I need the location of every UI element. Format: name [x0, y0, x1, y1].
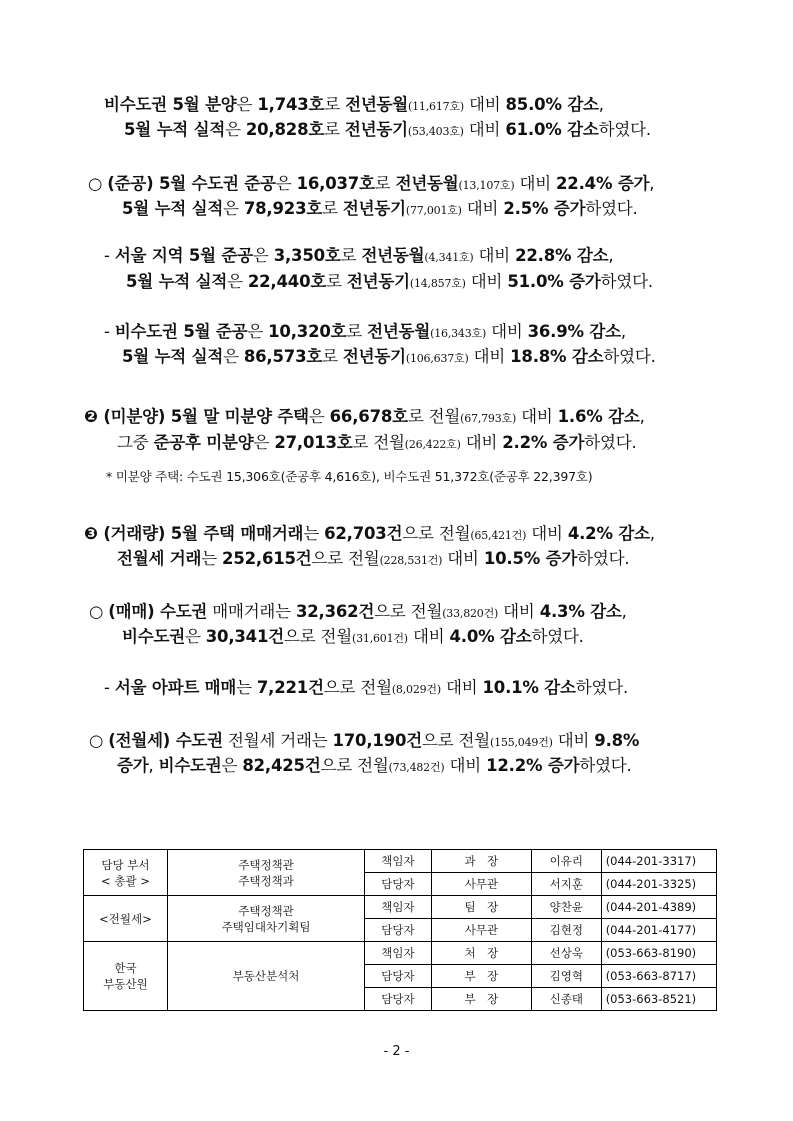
name-cell: 양찬윤: [531, 896, 601, 919]
text-segment: ,: [621, 602, 627, 621]
text-line: [84, 522, 655, 548]
text-segment: 은: [223, 199, 244, 218]
text-segment: 18.8% 감소: [510, 347, 604, 366]
text-segment: (준공) 5월 수도권 준공: [107, 174, 276, 193]
name-cell: 서지훈: [531, 873, 601, 896]
text-segment: (106,637호): [405, 352, 469, 365]
text-segment: 대비: [473, 246, 516, 265]
text-segment: (4,341호): [424, 251, 474, 264]
text-segment: 으로 전월: [283, 627, 352, 646]
text-segment: 82,425건: [242, 756, 321, 775]
name-cell: 신종태: [531, 988, 601, 1011]
text-segment: 으로 전월: [422, 731, 491, 750]
text-segment: 27,013호: [274, 433, 353, 452]
text-segment: ○: [89, 731, 109, 750]
text-segment: ,: [620, 322, 626, 341]
text-line: [124, 118, 651, 144]
text-segment: 9.8%: [594, 731, 640, 750]
dept-cell: 담당 부서 < 총괄 >: [84, 850, 168, 896]
text-segment: 로: [346, 322, 368, 341]
text-segment: 으로 전월: [323, 678, 392, 697]
text-segment: 대비: [460, 433, 503, 452]
text-segment: 대비: [442, 549, 484, 568]
text-segment: 는: [303, 524, 325, 543]
role-cell: 담당자: [365, 919, 432, 942]
name-cell: 이유리: [531, 850, 601, 873]
text-line: [88, 172, 654, 198]
text-segment: 서울 지역 5월 준공: [114, 246, 253, 265]
text-segment: 2.2% 증가: [502, 433, 585, 452]
text-segment: 20,828호: [245, 120, 325, 139]
role-cell: 책임자: [365, 942, 432, 965]
text-segment: 36.9% 감소: [527, 322, 621, 341]
text-segment: ○: [89, 602, 109, 621]
text-segment: 66,678호: [329, 407, 408, 426]
text-segment: 하였다.: [531, 627, 584, 646]
text-segment: 4.2% 감소: [567, 524, 650, 543]
text-segment: -: [104, 322, 115, 341]
phone-cell: (044-201-4389): [601, 896, 716, 919]
text-segment: 252,615건: [222, 549, 312, 568]
contact-table: [83, 849, 717, 1011]
title-cell: 처 장: [431, 942, 531, 965]
text-segment: 22,440호: [247, 272, 327, 291]
text-line: [122, 345, 656, 371]
text-segment: 비수도권: [158, 756, 222, 775]
text-segment: 32,362건: [295, 602, 375, 621]
text-segment: 은: [184, 627, 206, 646]
text-segment: 로: [374, 174, 396, 193]
text-segment: 하였다.: [598, 120, 651, 139]
text-segment: 로: [340, 246, 362, 265]
table-row: [84, 896, 717, 919]
text-segment: 비수도권 5월 분양: [104, 95, 237, 114]
phone-cell: (053-663-8717): [601, 965, 716, 988]
text-line: [104, 320, 626, 346]
title-cell: 사무관: [431, 873, 531, 896]
text-segment: 로: [326, 272, 347, 291]
team-cell: 주택정책관 주택임대차기획팀: [167, 896, 364, 942]
phone-cell: (053-663-8521): [601, 988, 716, 1011]
text-segment: 증가: [117, 756, 149, 775]
text-segment: 대비: [463, 95, 506, 114]
text-segment: (31,601건): [352, 632, 408, 645]
text-segment: ❸ (거래량) 5월 주택 매매거래: [84, 524, 304, 543]
text-segment: 85.0% 감소: [505, 95, 599, 114]
text-segment: 대비: [514, 174, 557, 193]
text-segment: ,: [148, 756, 159, 775]
text-segment: (14,857호): [409, 277, 466, 290]
text-segment: ,: [608, 246, 614, 265]
text-segment: 78,923호: [243, 199, 323, 218]
text-segment: 5월 누적 실적: [122, 347, 224, 366]
text-segment: 전년동기: [342, 199, 406, 218]
text-line: [117, 431, 637, 457]
phone-cell: (053-663-8190): [601, 942, 716, 965]
role-cell: 책임자: [365, 896, 432, 919]
text-segment: * 미분양 주택: 수도권 15,306호(준공후 4,616호), 비수도권 51,372호(준공후 22,397호): [106, 469, 593, 484]
text-segment: 하였다.: [579, 756, 632, 775]
role-cell: 책임자: [365, 850, 432, 873]
title-cell: 부 장: [431, 965, 531, 988]
text-segment: 2.5% 증가: [503, 199, 586, 218]
text-segment: 5월 누적 실적: [124, 120, 226, 139]
text-segment: (전월세) 수도권: [108, 731, 223, 750]
text-line: [89, 600, 627, 626]
text-segment: -: [104, 246, 115, 265]
text-segment: 하였다.: [585, 199, 638, 218]
text-segment: 대비: [516, 407, 558, 426]
text-segment: (228,531건): [379, 554, 443, 567]
table-row: [84, 850, 717, 873]
text-segment: 하였다.: [584, 433, 637, 452]
text-segment: 은: [308, 407, 330, 426]
team-cell: 주택정책관 주택정책과: [167, 850, 364, 896]
text-segment: (67,793호): [460, 412, 517, 425]
text-segment: (13,107호): [458, 179, 515, 192]
text-line: [126, 270, 653, 296]
text-segment: 16,037호: [296, 174, 375, 193]
footnote: [106, 464, 592, 489]
text-segment: 대비: [463, 120, 506, 139]
text-segment: 비수도권: [122, 627, 185, 646]
text-segment: 61.0% 감소: [505, 120, 599, 139]
role-cell: 담당자: [365, 988, 432, 1011]
text-line: [84, 405, 645, 431]
text-segment: ,: [649, 524, 655, 543]
text-segment: 전년동기: [346, 272, 410, 291]
phone-cell: (044-201-4177): [601, 919, 716, 942]
text-segment: 비수도권 5월 준공: [114, 322, 248, 341]
text-line: [104, 93, 604, 119]
phone-cell: (044-201-3317): [601, 850, 716, 873]
text-segment: 로: [322, 347, 343, 366]
text-segment: 은: [225, 120, 246, 139]
text-segment: (77,001호): [405, 204, 462, 217]
text-segment: 는: [236, 678, 257, 697]
page-number: - 2 -: [383, 1044, 410, 1059]
text-segment: (65,421건): [470, 529, 527, 542]
text-segment: 전년동기: [342, 347, 406, 366]
text-line: [122, 625, 584, 651]
text-segment: 대비: [526, 524, 568, 543]
text-segment: 은: [221, 756, 243, 775]
title-cell: 사무관: [431, 919, 531, 942]
text-segment: 으로 전월: [311, 549, 380, 568]
text-segment: 전월세 거래: [117, 549, 202, 568]
text-line: [104, 244, 613, 270]
text-segment: 은: [275, 174, 297, 193]
text-segment: 3,350호: [273, 246, 341, 265]
text-segment: 대비: [444, 756, 487, 775]
team-cell: 부동산분석처: [167, 942, 364, 1011]
title-cell: 부 장: [431, 988, 531, 1011]
text-segment: 대비: [468, 347, 511, 366]
text-segment: 은: [223, 347, 244, 366]
text-segment: 하였다.: [577, 549, 630, 568]
text-segment: 22.8% 감소: [515, 246, 609, 265]
text-segment: 5월 누적 실적: [122, 199, 224, 218]
text-segment: 10.1% 감소: [482, 678, 576, 697]
title-cell: 팀 장: [431, 896, 531, 919]
name-cell: 선상욱: [531, 942, 601, 965]
text-segment: 62,703건: [324, 524, 403, 543]
text-segment: (155,049건): [490, 736, 553, 749]
text-segment: 1,743호: [257, 95, 325, 114]
text-segment: (73,482건): [388, 761, 445, 774]
text-line: [122, 197, 638, 223]
text-segment: 대비: [461, 199, 504, 218]
text-segment: 4.3% 감소: [539, 602, 622, 621]
text-segment: 전년동기: [344, 120, 408, 139]
text-segment: 하였다.: [603, 347, 656, 366]
text-segment: 22.4% 증가: [556, 174, 650, 193]
text-segment: 로 전월: [407, 407, 461, 426]
text-segment: 은: [227, 272, 248, 291]
text-segment: 전년동월: [361, 246, 425, 265]
role-cell: 담당자: [365, 873, 432, 896]
text-segment: 86,573호: [243, 347, 323, 366]
text-segment: (16,343호): [430, 327, 487, 340]
text-segment: 로: [324, 120, 345, 139]
text-segment: 으로 전월: [374, 602, 443, 621]
text-segment: 그중: [117, 433, 154, 452]
dept-cell: <전월세>: [84, 896, 168, 942]
table-row: [84, 942, 717, 965]
text-segment: (11,617호): [408, 100, 464, 113]
text-segment: 대비: [552, 731, 595, 750]
phone-cell: (044-201-3325): [601, 873, 716, 896]
text-segment: 30,341건: [205, 627, 284, 646]
text-line: [89, 729, 639, 755]
text-line: [104, 676, 628, 702]
text-segment: ,: [639, 407, 645, 426]
text-segment: 전년동월: [395, 174, 459, 193]
text-segment: (매매) 수도권: [108, 602, 208, 621]
text-segment: 으로 전월: [402, 524, 471, 543]
text-segment: 은: [252, 246, 274, 265]
text-line: [117, 754, 632, 780]
title-cell: 과 장: [431, 850, 531, 873]
text-segment: 전년동월: [345, 95, 409, 114]
text-segment: ❷ (미분양) 5월 말 미분양 주택: [84, 407, 309, 426]
text-segment: 전월세 거래는: [222, 731, 333, 750]
text-segment: ,: [598, 95, 604, 114]
text-segment: 10.5% 증가: [483, 549, 578, 568]
text-segment: 대비: [407, 627, 450, 646]
text-segment: 1.6% 감소: [557, 407, 640, 426]
text-segment: 은: [253, 433, 275, 452]
text-segment: 로: [322, 199, 343, 218]
text-segment: 5월 누적 실적: [126, 272, 228, 291]
dept-cell: 한국 부동산원: [84, 942, 168, 1011]
text-segment: ○: [88, 174, 108, 193]
text-segment: 10,320호: [268, 322, 347, 341]
text-segment: 4.0% 감소: [449, 627, 532, 646]
text-segment: 은: [247, 322, 269, 341]
text-segment: ,: [649, 174, 655, 193]
text-line: [117, 547, 629, 573]
text-segment: 하였다.: [575, 678, 629, 697]
text-segment: 대비: [498, 602, 540, 621]
text-segment: 준공후 미분양: [153, 433, 254, 452]
text-segment: 전년동월: [367, 322, 431, 341]
text-segment: 대비: [465, 272, 508, 291]
text-segment: 으로 전월: [320, 756, 389, 775]
text-segment: 는: [201, 549, 223, 568]
role-cell: 담당자: [365, 965, 432, 988]
name-cell: 김영혁: [531, 965, 601, 988]
text-segment: 매매거래는: [207, 602, 296, 621]
text-segment: 12.2% 증가: [486, 756, 580, 775]
name-cell: 김현정: [531, 919, 601, 942]
text-segment: (33,820건): [442, 607, 499, 620]
text-segment: 로: [324, 95, 346, 114]
text-segment: 51.0% 증가: [507, 272, 601, 291]
text-segment: 대비: [486, 322, 528, 341]
text-segment: 로 전월: [352, 433, 405, 452]
text-segment: (53,403호): [407, 125, 464, 138]
text-segment: 하였다.: [600, 272, 653, 291]
text-segment: 7,221건: [256, 678, 324, 697]
text-segment: 서울 아파트 매매: [114, 678, 237, 697]
text-segment: 은: [236, 95, 258, 114]
text-segment: 170,190건: [332, 731, 422, 750]
text-segment: -: [104, 678, 115, 697]
text-segment: (8,029건): [391, 683, 441, 696]
text-segment: 대비: [440, 678, 483, 697]
text-segment: (26,422호): [404, 438, 461, 451]
